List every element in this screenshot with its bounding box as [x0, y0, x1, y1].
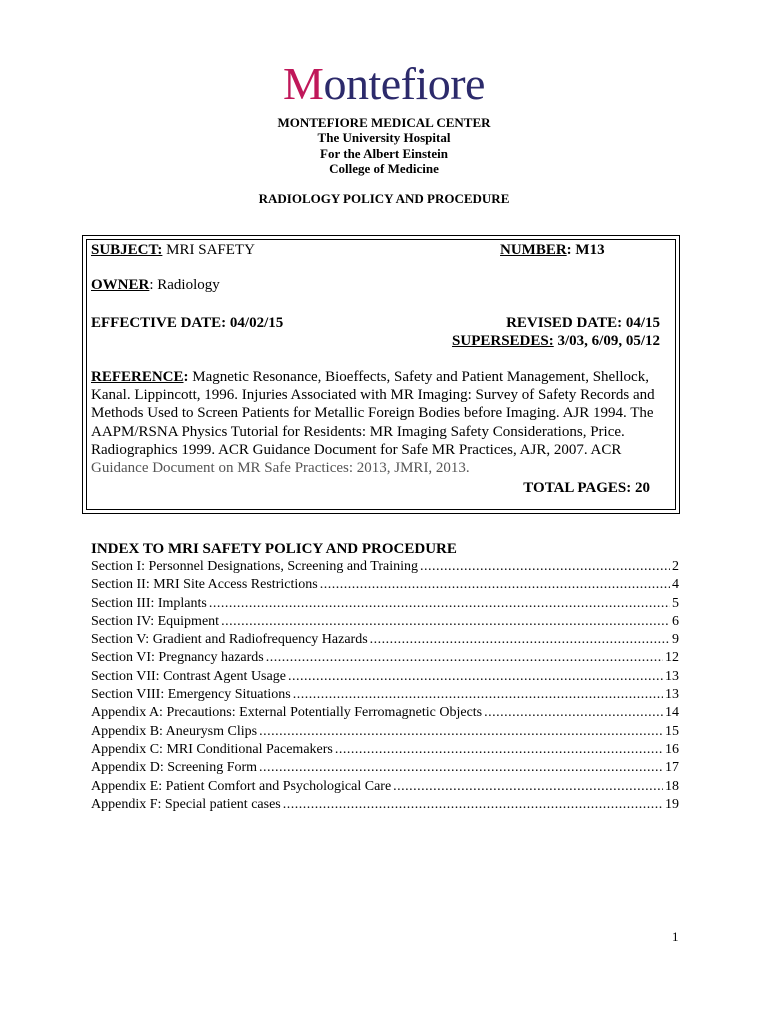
dot-leader — [288, 668, 663, 686]
dot-leader — [259, 723, 663, 741]
subject-value: MRI SAFETY — [162, 242, 255, 258]
owner-line — [91, 276, 220, 294]
index-entry[interactable] — [91, 649, 679, 667]
index-entry[interactable] — [91, 741, 679, 759]
number-line — [500, 241, 605, 259]
effective-date: EFFECTIVE DATE: 04/02/15 — [91, 315, 284, 331]
dot-leader — [393, 778, 663, 796]
dot-leader — [420, 558, 670, 576]
index-entry[interactable] — [91, 704, 679, 722]
index-entry-title: Appendix F: Special patient cases — [91, 796, 281, 812]
index-entry-title: Section VIII: Emergency Situations — [91, 687, 291, 703]
owner-value: : Radiology — [149, 277, 220, 293]
logo-rest: ontefiore — [323, 58, 485, 109]
reference-colon: : — [183, 369, 189, 385]
index-entry[interactable] — [91, 778, 679, 796]
index-entry-title: Section III: Implants — [91, 595, 207, 611]
index-entry-title: Section I: Personnel Designations, Screening and Training — [91, 559, 419, 574]
montefiore-logo — [0, 58, 768, 110]
reference-label: REFERENCE — [91, 369, 184, 385]
index-entry-page: 16 — [665, 741, 679, 757]
index-entry[interactable] — [91, 595, 679, 613]
reference-text-gray: Guidance Document on MR Safe Practices: 2013, JMRI, 2013. — [91, 460, 470, 477]
index-list — [91, 558, 679, 814]
index-entry-title: Appendix B: Aneurysm Clips — [91, 723, 258, 739]
supersedes-label: SUPERSEDES: — [452, 333, 554, 349]
dot-leader — [370, 631, 670, 649]
index-entry[interactable] — [91, 576, 679, 594]
index-entry-title: Section VI: Pregnancy hazards — [91, 650, 264, 666]
index-entry[interactable] — [91, 723, 679, 741]
number-label: NUMBER — [500, 242, 567, 258]
index-entry-title: Section VII: Contrast Agent Usage — [91, 668, 286, 684]
subject-label: SUBJECT: — [91, 242, 163, 258]
index-entry-page: 4 — [672, 577, 679, 593]
index-entry[interactable] — [91, 759, 679, 777]
total-pages: TOTAL PAGES: 20 — [523, 480, 650, 496]
index-title: INDEX TO MRI SAFETY POLICY AND PROCEDURE — [91, 541, 457, 557]
dot-leader — [259, 759, 663, 777]
index-entry-page: 13 — [665, 687, 679, 703]
institution-line-4: College of Medicine — [329, 161, 439, 176]
index-entry[interactable] — [91, 796, 679, 814]
index-entry[interactable] — [91, 668, 679, 686]
index-entry[interactable] — [91, 631, 679, 649]
index-entry-page: 17 — [665, 760, 679, 776]
index-entry-page: 19 — [665, 796, 679, 812]
dot-leader — [484, 704, 663, 722]
dot-leader — [283, 796, 663, 814]
index-entry-title: Section II: MRI Site Access Restrictions — [91, 577, 318, 593]
index-entry-title: Appendix D: Screening Form — [91, 760, 258, 776]
reference-paragraph — [91, 368, 666, 477]
reference-text: Magnetic Resonance, Bioeffects, Safety and Patient Management, Shellock, Kanal. Lippincott, 1996. Injuries Associated with MR Imaging: Survey of Safety Records and Methods Used to Screen Patients for Metallic Foreign Bodies before Imaging. AJR 1994. The AAPM/RSNA Physics Tutorial for Residents: MR Imaging Safety Considerations, Price. Radiographics 1999. ACR Guidance Document for Safe MR Practices, AJR, 2007. ACR — [91, 369, 655, 458]
index-entry-page: 9 — [672, 632, 679, 648]
index-entry-page: 2 — [672, 559, 679, 574]
index-entry-page: 14 — [665, 705, 679, 721]
dot-leader — [320, 576, 670, 594]
subject-line — [91, 241, 255, 259]
supersedes-line — [452, 332, 660, 350]
dot-leader — [266, 649, 663, 667]
index-entry-title: Appendix E: Patient Comfort and Psychological Care — [91, 778, 392, 794]
index-entry[interactable] — [91, 613, 679, 631]
index-entry-page: 18 — [665, 778, 679, 794]
index-entry-title: Section V: Gradient and Radiofrequency Hazards — [91, 632, 368, 648]
index-entry-page: 6 — [672, 613, 679, 629]
logo-initial: M — [283, 58, 324, 109]
supersedes-value: 3/03, 6/09, 05/12 — [553, 333, 660, 349]
index-entry-page: 13 — [665, 668, 679, 684]
index-entry[interactable] — [91, 558, 679, 576]
institution-line-3: For the Albert Einstein — [320, 146, 448, 161]
owner-label: OWNER — [91, 277, 150, 293]
page-number: 1 — [672, 929, 679, 944]
institution-name: MONTEFIORE MEDICAL CENTER — [277, 115, 491, 130]
index-entry-page: 15 — [665, 723, 679, 739]
dot-leader — [209, 595, 670, 613]
index-entry-page: 12 — [665, 650, 679, 666]
number-value: : M13 — [566, 242, 605, 258]
dot-leader — [293, 686, 663, 704]
institution-line-2: The University Hospital — [317, 130, 451, 145]
revised-date: REVISED DATE: 04/15 — [506, 315, 660, 331]
index-entry[interactable] — [91, 686, 679, 704]
dot-leader — [335, 741, 663, 759]
index-entry-title: Section IV: Equipment — [91, 613, 220, 629]
dot-leader — [221, 613, 670, 631]
index-entry-title: Appendix A: Precautions: External Potentially Ferromagnetic Objects — [91, 705, 483, 721]
index-entry-title: Appendix C: MRI Conditional Pacemakers — [91, 741, 333, 757]
index-entry-page: 5 — [672, 595, 679, 611]
policy-heading: RADIOLOGY POLICY AND PROCEDURE — [258, 191, 510, 206]
